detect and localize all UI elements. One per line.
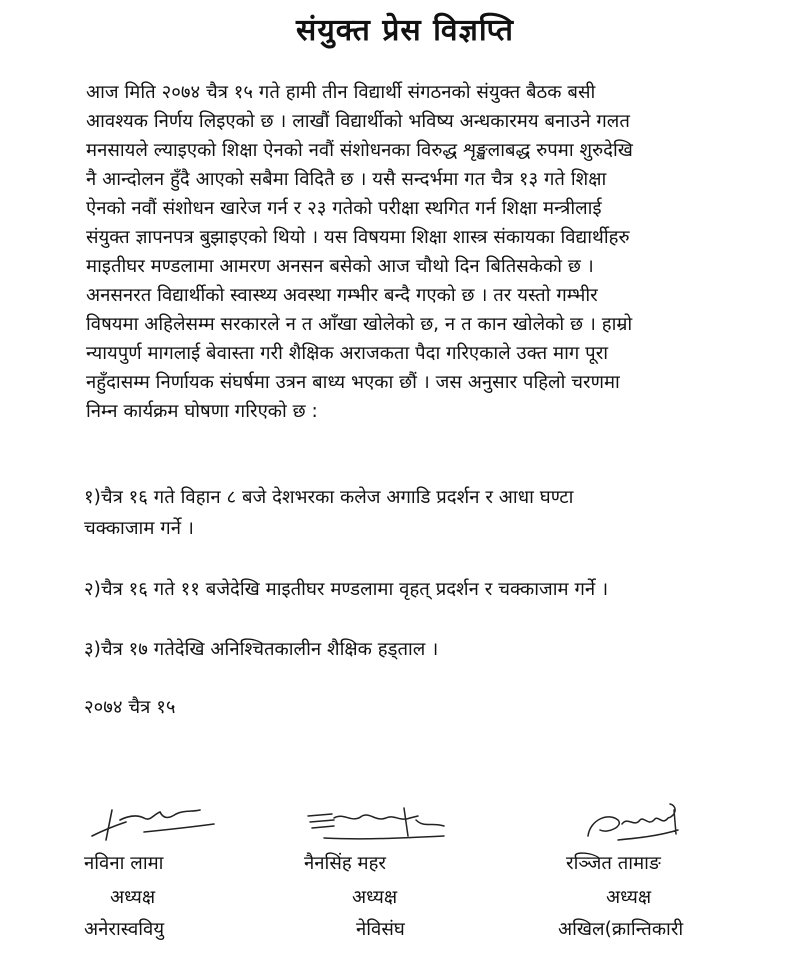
program-item-line: चक्काजाम गर्ने । xyxy=(84,518,194,539)
signature-image xyxy=(578,800,728,850)
paragraph-line: ऐनको नवौं संशोधन खारेज गर्न र २३ गतेको परीक्षा स्थगित गर्न शिक्षा मन्त्रीलाई xyxy=(86,198,602,219)
paragraph-line: विषयमा अहिलेसम्म सरकारले न त आँखा खोलेको छ, न त कान खोलेको छ । हाम्रो xyxy=(86,314,633,335)
paragraph-line: आज मिति २०७४ चैत्र १५ गते हामी तीन विद्यार्थी संगठनको संयुक्त बैठक बसी xyxy=(86,82,596,103)
signatory-role: अध्यक्ष xyxy=(110,887,156,908)
paragraph-line: मनसायले ल्याइएको शिक्षा ऐनको नवौं संशोधनका विरुद्ध शृङ्खलाबद्ध रुपमा शुरुदेखि xyxy=(86,140,633,161)
signatory-org: अनेरास्ववियु xyxy=(84,919,165,940)
program-item-line: २)चैत्र १६ गते ११ बजेदेखि माइतीघर मण्डलामा वृहत् प्रदर्शन र चक्काजाम गर्ने । xyxy=(84,579,609,600)
document-date: २०७४ चैत्र १५ xyxy=(84,697,176,718)
paragraph-line: नहुँदासम्म निर्णायक संघर्षमा उत्रन बाध्य भएका छौं । जस अनुसार पहिलो चरणमा xyxy=(86,372,620,393)
program-item-line: १)चैत्र १६ गते विहान ८ बजे देशभरका कलेज अगाडि प्रदर्शन र आधा घण्टा xyxy=(84,487,574,508)
signatory-role: अध्यक्ष xyxy=(606,887,652,908)
paragraph-line: न्यायपुर्ण मागलाई बेवास्ता गरी शैक्षिक अराजकता पैदा गरिएकाले उक्त माग पूरा xyxy=(86,343,609,364)
signatory-name: नविना लामा xyxy=(84,853,164,874)
program-item-1 xyxy=(84,482,784,544)
program-item-3 xyxy=(84,634,784,665)
paragraph-line: आवश्यक निर्णय लिइएको छ । लाखौं विद्यार्थीको भविष्य अन्धकारमय बनाउने गलत xyxy=(86,111,630,132)
press-release-paragraph xyxy=(86,78,776,426)
program-item-2 xyxy=(84,574,784,605)
signature-image xyxy=(304,800,454,850)
paragraph-line: निम्न कार्यक्रम घोषणा गरिएको छ : xyxy=(86,401,318,422)
paragraph-line: माइतीघर मण्डलामा आमरण अनसन बसेको आज चौथो दिन बितिसकेको छ । xyxy=(86,256,594,277)
signatory-org: अखिल(क्रान्तिकारी xyxy=(558,919,684,940)
program-item-line: ३)चैत्र १७ गतेदेखि अनिश्चितकालीन शैक्षिक हड्ताल । xyxy=(84,639,439,660)
paragraph-line: संयुक्त ज्ञापनपत्र बुझाइएको थियो । यस विषयमा शिक्षा शास्त्र संकायका विद्यार्थीहरु xyxy=(86,227,630,248)
signature-image xyxy=(84,800,234,850)
paragraph-line: अनसनरत विद्यार्थीको स्वास्थ्य अवस्था गम्भीर बन्दै गएको छ । तर यस्तो गम्भीर xyxy=(86,285,598,306)
document-title: संयुक्त प्रेस विज्ञप्ति xyxy=(296,13,514,48)
paragraph-line: नै आन्दोलन हुँदै आएको सबैमा विदितै छ । यसै सन्दर्भमा गत चैत्र १३ गते शिक्षा xyxy=(86,169,607,190)
signatory-name: रञ्जित तामाङ xyxy=(566,853,661,874)
signatory-org: नेविसंघ xyxy=(356,919,405,940)
signatory-role: अध्यक्ष xyxy=(352,887,398,908)
signatory-name: नैनसिंह महर xyxy=(304,853,386,874)
